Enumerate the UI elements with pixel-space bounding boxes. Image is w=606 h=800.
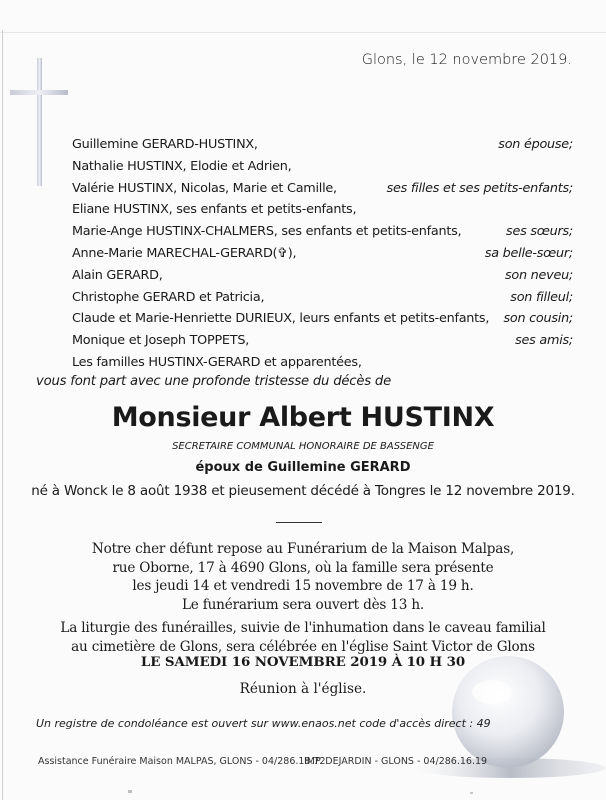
family-name: Guillemine GERARD-HUSTINX, bbox=[72, 137, 258, 152]
liturgy-info bbox=[0, 619, 606, 656]
spouse-line: époux de Guillemine GERARD bbox=[195, 460, 411, 475]
condolence-registry-note: Un registre de condoléance est ouvert sur www.enaos.net code d'accès direct : 49 bbox=[36, 717, 491, 730]
family-row bbox=[72, 330, 573, 352]
family-name: Valérie HUSTINX, Nicolas, Marie et Camille, bbox=[72, 180, 337, 196]
family-row bbox=[72, 221, 573, 243]
family-row bbox=[72, 199, 573, 221]
service-date: LE SAMEDI 16 NOVEMBRE 2019 À 10 H 30 bbox=[140, 654, 466, 670]
reunion-note: Réunion à l'église. bbox=[239, 681, 367, 697]
birth-death-dates: né à Wonck le 8 août 1938 et pieusement décédé à Tongres le 12 novembre 2019. bbox=[31, 483, 575, 499]
family-relation: son filleul; bbox=[510, 289, 573, 305]
family-name: Christophe GERARD et Patricia, bbox=[72, 289, 265, 305]
family-relation: ses filles et ses petits-enfants; bbox=[386, 180, 573, 196]
printer-credit: IMP. DEJARDIN - GLONS - 04/286.16.19 bbox=[304, 756, 488, 767]
family-row bbox=[72, 156, 573, 178]
funeral-home-credit: Assistance Funéraire Maison MALPAS, GLONS - 04/286.18.72 bbox=[38, 756, 326, 767]
family-name: Eliane HUSTINX, ses enfants et petits-enfants, bbox=[72, 202, 357, 218]
wake-line: les jeudi 14 et vendredi 15 novembre de 17 à 19 h. bbox=[132, 578, 474, 595]
family-relation: ses sœurs; bbox=[506, 224, 573, 240]
family-row bbox=[72, 134, 573, 156]
dateline: Glons, le 12 novembre 2019. bbox=[361, 52, 572, 68]
wake-line: Le funérarium sera ouvert dès 13 h. bbox=[181, 596, 425, 613]
family-row bbox=[72, 287, 573, 309]
family-row bbox=[72, 265, 573, 287]
family-relation: sa belle-sœur; bbox=[484, 245, 573, 261]
family-name: Alain GERARD, bbox=[72, 267, 163, 283]
family-name: Les familles HUSTINX-GERARD et apparentées, bbox=[72, 354, 362, 370]
wake-info bbox=[0, 540, 606, 614]
family-row bbox=[72, 178, 573, 200]
scan-marks bbox=[0, 786, 606, 800]
family-relation: ses amis; bbox=[515, 333, 573, 349]
liturgy-line: au cimetière de Glons, sera célébrée en l'église Saint Victor de Glons bbox=[71, 638, 535, 655]
top-edge-divider bbox=[0, 32, 606, 33]
deceased-title: SECRETAIRE COMMUNAL HONORAIRE DE BASSENGE bbox=[172, 441, 434, 452]
family-name: Monique et Joseph TOPPETS, bbox=[72, 333, 250, 349]
family-name: Marie-Ange HUSTINX-CHALMERS, ses enfants et petits-enfants, bbox=[72, 224, 462, 240]
cross-icon bbox=[10, 58, 70, 188]
family-row bbox=[72, 352, 573, 374]
family-name: Claude et Marie-Henriette DURIEUX, leurs enfants et petits-enfants, bbox=[72, 311, 490, 327]
family-relation: son neveu; bbox=[504, 267, 573, 283]
family-row bbox=[72, 308, 573, 330]
section-divider bbox=[276, 522, 322, 523]
family-name: Anne-Marie MARECHAL-GERARD(✞), bbox=[72, 245, 297, 261]
wake-line: Notre cher défunt repose au Funérarium de la Maison Malpas, bbox=[91, 541, 515, 557]
announcement: vous font part avec une profonde tristesse du décès de bbox=[36, 374, 392, 389]
family-relation: son épouse; bbox=[498, 137, 573, 152]
liturgy-line: La liturgie des funérailles, suivie de l'inhumation dans le caveau familial bbox=[60, 620, 546, 636]
family-row bbox=[72, 243, 573, 265]
family-name: Nathalie HUSTINX, Elodie et Adrien, bbox=[72, 158, 292, 174]
wake-line: rue Oborne, 17 à 4690 Glons, où la famille sera présente bbox=[112, 559, 494, 576]
family-relation: son cousin; bbox=[503, 311, 573, 327]
deceased-name: Monsieur Albert HUSTINX bbox=[111, 402, 495, 433]
family-list bbox=[72, 134, 573, 374]
